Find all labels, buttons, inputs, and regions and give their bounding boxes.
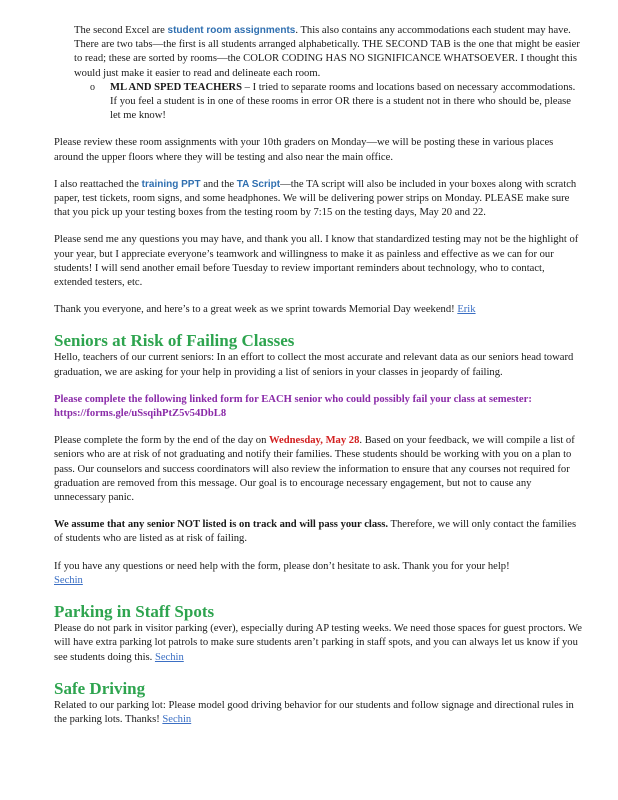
- document-body: [54, 24, 582, 727]
- seniors-deadline: Please complete the form by the end of the day on Wednesday, May 28. Based on your feedback, we will compile a list of seniors who are at risk of not graduating and notify their families. These students should be working with you on a plan to pass. Our counselors and success coordinators will also review the information to ensure that any courses not required for graduation are removed from this message. Our goal is to encourage necessary engagement, but not to cause any unnecessary panic.: [54, 435, 575, 504]
- training-ppt-link[interactable]: training PPT: [141, 178, 201, 190]
- seniors-intro: Hello, teachers of our current seniors: In an effort to collect the most accurate and relevant data as our seniors head toward graduation, we are asking for your help in providing a list of seniors in your classes in jeopardy of failing.: [54, 352, 574, 378]
- circle-bullet-icon: o: [90, 81, 95, 93]
- paragraph: The second Excel are student room assignments. This also contains any accommodations each student may have. There are two tabs—the first is all students arranged alphabetically. THE SECOND TAB is the one that might be easier to read; these are sorted by rooms—the COLOR CODING HAS NO SIGNIFICANCE WHATSOEVER. I thought this would just make it easier to read and delineate each room.: [74, 25, 580, 79]
- signature-sechin-link[interactable]: Sechin: [54, 574, 83, 586]
- student-room-assignments-link[interactable]: student room assignments: [167, 25, 296, 36]
- seniors-heading: Seniors at Risk of Failing Classes: [54, 331, 295, 351]
- list-item-room-assignments: [54, 24, 582, 81]
- paragraph-thanks: Thank you everyone, and here’s to a great week as we sprint towards Memorial Day weekend! Erik: [54, 304, 476, 316]
- ta-script-link[interactable]: TA Script: [236, 178, 281, 190]
- paragraph: ML AND SPED TEACHERS – I tried to separate rooms and locations based on necessary accommodations. If you feel a student is in one of these rooms in error OR there is a student not in there who should be, please let me know!: [110, 81, 576, 122]
- signature-sechin-link[interactable]: Sechin: [154, 651, 184, 663]
- signature-sechin-link[interactable]: Sechin: [162, 713, 192, 725]
- driving-heading: Safe Driving: [54, 678, 146, 698]
- seniors-assumption: We assume that any senior NOT listed is on track and will pass your class. Therefore, we will only contact the families of students who are listed as at risk of failing.: [54, 519, 577, 545]
- driving-text: Related to our parking lot: Please model good driving behavior for our students and follow signage and directional rules in the parking lots. Thanks! Sechin: [54, 699, 574, 725]
- list-item-ml-sped: [54, 81, 582, 124]
- paragraph-review: Please review these room assignments with your 10th graders on Monday—we will be posting these in various places around the upper floors where they will be testing and also near the main office.: [54, 137, 554, 163]
- paragraph-attachments: I also reattached the training PPT and the TA Script—the TA script will also be included in your boxes along with scratch paper, test tickets, room signs, and some headphones. We will be delivering power strips on Monday. PLEASE make sure that you pick up your testing boxes from the testing room by 7:15 on the testing days, May 20 and 22.: [54, 178, 577, 219]
- seniors-form-link[interactable]: Please complete the following linked form for EACH senior who could possibly fail your class at semester: https://forms.gle/uSsqihPtZ5v54DbL8: [54, 393, 532, 420]
- seniors-help: If you have any questions or need help with the form, please don’t hesitate to ask. Thank you for your help! Sechin: [54, 560, 510, 586]
- deadline-date: Wednesday, May 28: [269, 435, 360, 447]
- signature-erik-link[interactable]: Erik: [457, 304, 476, 316]
- parking-heading: Parking in Staff Spots: [54, 602, 215, 622]
- parking-text: Please do not park in visitor parking (ever), especially during AP testing weeks. We need those spaces for guest proctors. We will have extra parking lot patrols to make sure students aren’t parking in staff spots, and you can always let us know if you see students doing this. Sechin: [54, 623, 582, 663]
- paragraph-questions: Please send me any questions you may have, and thank you all. I know that standardized testing may not be the highlight of your year, but I appreciate everyone’s teamwork and willingness to make it as painless and effective as we can for our students! I will send another email before Tuesday to review important reminders about technology, who to contact, extended testers, etc.: [54, 234, 579, 289]
